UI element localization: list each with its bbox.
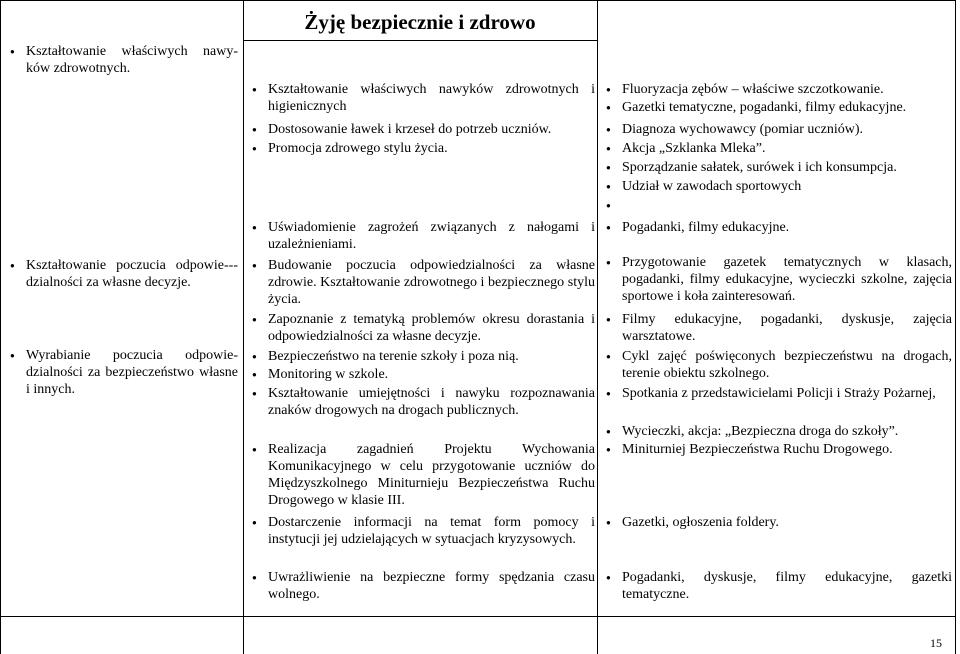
activity-item: ● Spotkania z przedstawicielami Policji i Straży Pożarnej, [600,385,952,402]
activity-item: ● Przygotowanie gazetek tematycznych w klasach, pogadanki, filmy edukacyjne, wycieczki szkolne, zajęcia sportowe i koła zainteresowań. [600,254,952,305]
title-separator [243,40,597,41]
task-item: ● Dostosowanie ławek i krzeseł do potrzeb uczniów. [246,121,595,138]
task-item: ● Promocja zdrowego stylu życia. [246,140,595,157]
task-item: ● Kształtowanie umiejętności i nawyku rozpoznawania znaków drogowych na drogach publicznych. [246,385,595,419]
activity-item: ● Udział w zawodach sportowych [600,178,952,195]
activity-item: ● Akcja „Szklanka Mleka”. [600,140,952,157]
task-item: ● Monitoring w szkole. [246,366,595,383]
activity-item: ● Sporządzanie sałatek, surówek i ich konsumpcja. [600,159,952,176]
task-item: ● Realizacja zagadnień Projektu Wychowania Komunikacyjnego w celu przygotowanie uczniów do Międzyszkolnego Miniturnieju Bezpieczeństwa Ruchu Drogowego w klasie III. [246,441,595,509]
activity-item: ● Gazetki, ogłoszenia foldery. [600,514,952,531]
task-item: ● Uświadomienie zagrożeń związanych z nałogami i uzależnieniami. [246,219,595,253]
page-number: 15 [930,636,942,650]
activity-item: ● Diagnoza wychowawcy (pomiar uczniów). [600,121,952,138]
goal-item: ● Kształtowanie właściwych nawy-ków zdrowotnych. [4,43,238,77]
task-item: ● Kształtowanie właściwych nawyków zdrowotnych i higienicznych [246,81,595,115]
section-title: Żyję bezpiecznie i zdrowo [304,10,536,34]
activity-item: ● Wycieczki, akcja: „Bezpieczna droga do szkoły”. [600,423,952,440]
goal-item: ● Wyrabianie poczucia odpowie-dzialności za bezpieczeństwo własne i innych. [4,347,238,398]
activity-item: ● Pogadanki, filmy edukacyjne. [600,219,952,236]
activity-item: ● Pogadanki, dyskusje, filmy edukacyjne, gazetki tematyczne. [600,569,952,603]
table-bottom-border [0,616,955,617]
activity-item: ● Gazetki tematyczne, pogadanki, filmy edukacyjne. [600,99,952,116]
task-item: ● Bezpieczeństwo na terenie szkoły i poza nią. [246,348,595,365]
goals-column [0,0,244,654]
task-item: ● Zapoznanie z tematyką problemów okresu dorastania i odpowiedzialności za własne decyzje. [246,311,595,345]
goal-item: ● Kształtowanie poczucia odpowie--- dzialności za własne decyzje. [4,257,238,291]
table-top-border [0,0,955,1]
activity-item: ● Fluoryzacja zębów – właściwe szczotkowanie. [600,81,952,98]
activity-item: ● Cykl zajęć poświęconych bezpieczeństwu na drogach, terenie obiektu szkolnego. [600,348,952,382]
task-item: ● Dostarczenie informacji na temat form pomocy i instytucji jej udzielających w sytuacjach kryzysowych. [246,514,595,548]
activity-item: ● Filmy edukacyjne, pogadanki, dyskusje, zajęcia warsztatowe. [600,311,952,345]
task-item: ● Uwrażliwienie na bezpieczne formy spędzania czasu wolnego. [246,569,595,603]
activity-item [600,197,952,214]
task-item: ● Budowanie poczucia odpowiedzialności za własne zdrowie. Kształtowanie zdrowotnego i bezpiecznego stylu życia. [246,257,595,308]
activity-item: ● Miniturniej Bezpieczeństwa Ruchu Drogowego. [600,441,952,458]
